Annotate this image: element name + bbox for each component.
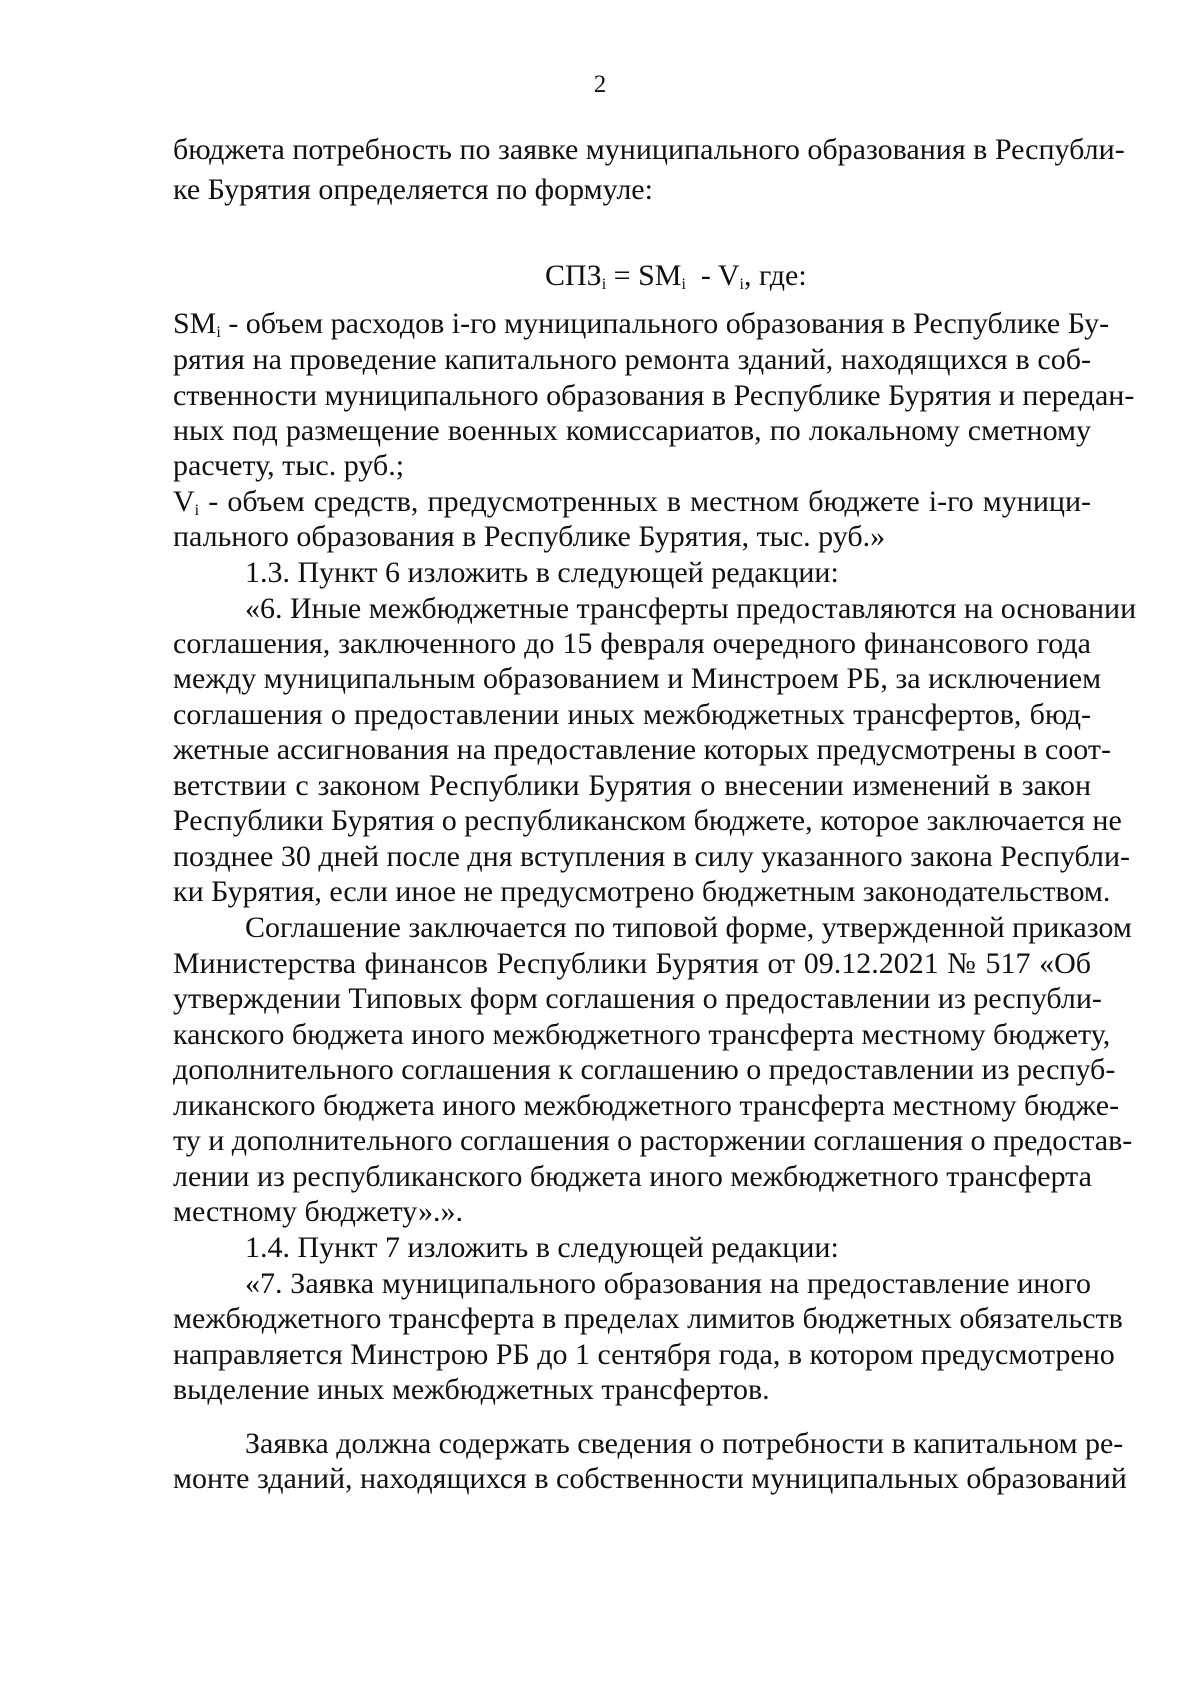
text-line: утверждении Типовых форм соглашения о предоставлении из республи-	[173, 982, 1102, 1015]
text-line: монте зданий, находящихся в собственности муниципальных образований	[173, 1462, 1127, 1495]
text-line: ки Бурятия, если иное не предусмотрено бюджетным законодательством.	[173, 875, 1111, 908]
text-line: рятия на проведение капитального ремонта зданий, находящихся в соб-	[173, 343, 1091, 376]
text-line: ветствии с законом Республики Бурятия о внесении изменений в закон	[173, 769, 1091, 802]
text-line: выделение иных межбюджетных трансфертов.	[173, 1373, 770, 1406]
text-line: позднее 30 дней после дня вступления в силу указанного закона Республи-	[173, 840, 1131, 873]
text-line: ственности муниципального образования в Республике Бурятия и передан-	[173, 379, 1135, 412]
page-number: 2	[593, 71, 607, 98]
text-line: жетные ассигнования на предоставление которых предусмотрены в соот-	[173, 733, 1111, 766]
text-line: бюджета потребность по заявке муниципального образования в Республи-	[173, 133, 1125, 166]
text-line: канского бюджета иного межбюджетного трансферта местному бюджету,	[173, 1018, 1111, 1051]
text-line: Министерства финансов Республики Бурятия от 09.12.2021 № 517 «Об	[173, 947, 1091, 980]
text-line: лении из республиканского бюджета иного межбюджетного трансферта	[173, 1160, 1092, 1193]
definition-line: $SM_i$ - объем расходов i-го муниципального образования в Республике Бу-	[173, 307, 1110, 341]
text-line: «6. Иные межбюджетные трансферты предоставляются на основании	[245, 592, 1137, 625]
text-line: межбюджетного трансферта в пределах лимитов бюджетных обязательств	[173, 1302, 1123, 1335]
text-line: дополнительного соглашения к соглашению о предоставлении из респуб-	[173, 1053, 1116, 1086]
text-line: ке Бурятия определяется по формуле:	[173, 173, 653, 206]
definition-line: $V_i$ - объем средств, предусмотренных в местном бюджете i-го муници-	[173, 485, 1091, 519]
text-line: соглашения, заключенного до 15 февраля очередного финансового года	[173, 627, 1091, 660]
section-heading: 1.4. Пункт 7 изложить в следующей редакции:	[245, 1231, 839, 1264]
text-line: ных под размещение военных комиссариатов, по локальному сметному	[173, 414, 1091, 447]
section-heading: 1.3. Пункт 6 изложить в следующей редакции:	[245, 556, 839, 589]
text-line: местному бюджету».».	[173, 1195, 463, 1228]
text-line: расчету, тыс. руб.;	[173, 449, 405, 482]
text-line: ликанского бюджета иного межбюджетного трансферта местному бюдже-	[173, 1089, 1120, 1122]
text-line: между муниципальным образованием и Минстроем РБ, за исключением	[173, 662, 1102, 695]
text-line: Соглашение заключается по типовой форме, утвержденной приказом	[245, 911, 1132, 944]
text-line: Республики Бурятия о республиканском бюджете, которое заключается не	[173, 804, 1122, 837]
text-line: соглашения о предоставлении иных межбюджетных трансфертов, бюд-	[173, 698, 1091, 731]
text-line: Заявка должна содержать сведения о потребности в капитальном ре-	[245, 1427, 1124, 1460]
text-line: направляется Минстрою РБ до 1 сентября года, в котором предусмотрено	[173, 1338, 1115, 1371]
text-line: «7. Заявка муниципального образования на предоставление иного	[245, 1267, 1091, 1300]
formula: $СПЗ_i = SM_i - V_i$, где:	[545, 259, 807, 293]
text-line: пального образования в Республике Бурятия, тыс. руб.»	[173, 520, 886, 553]
text-line: ту и дополнительного соглашения о расторжении соглашения о предостав-	[173, 1124, 1133, 1157]
